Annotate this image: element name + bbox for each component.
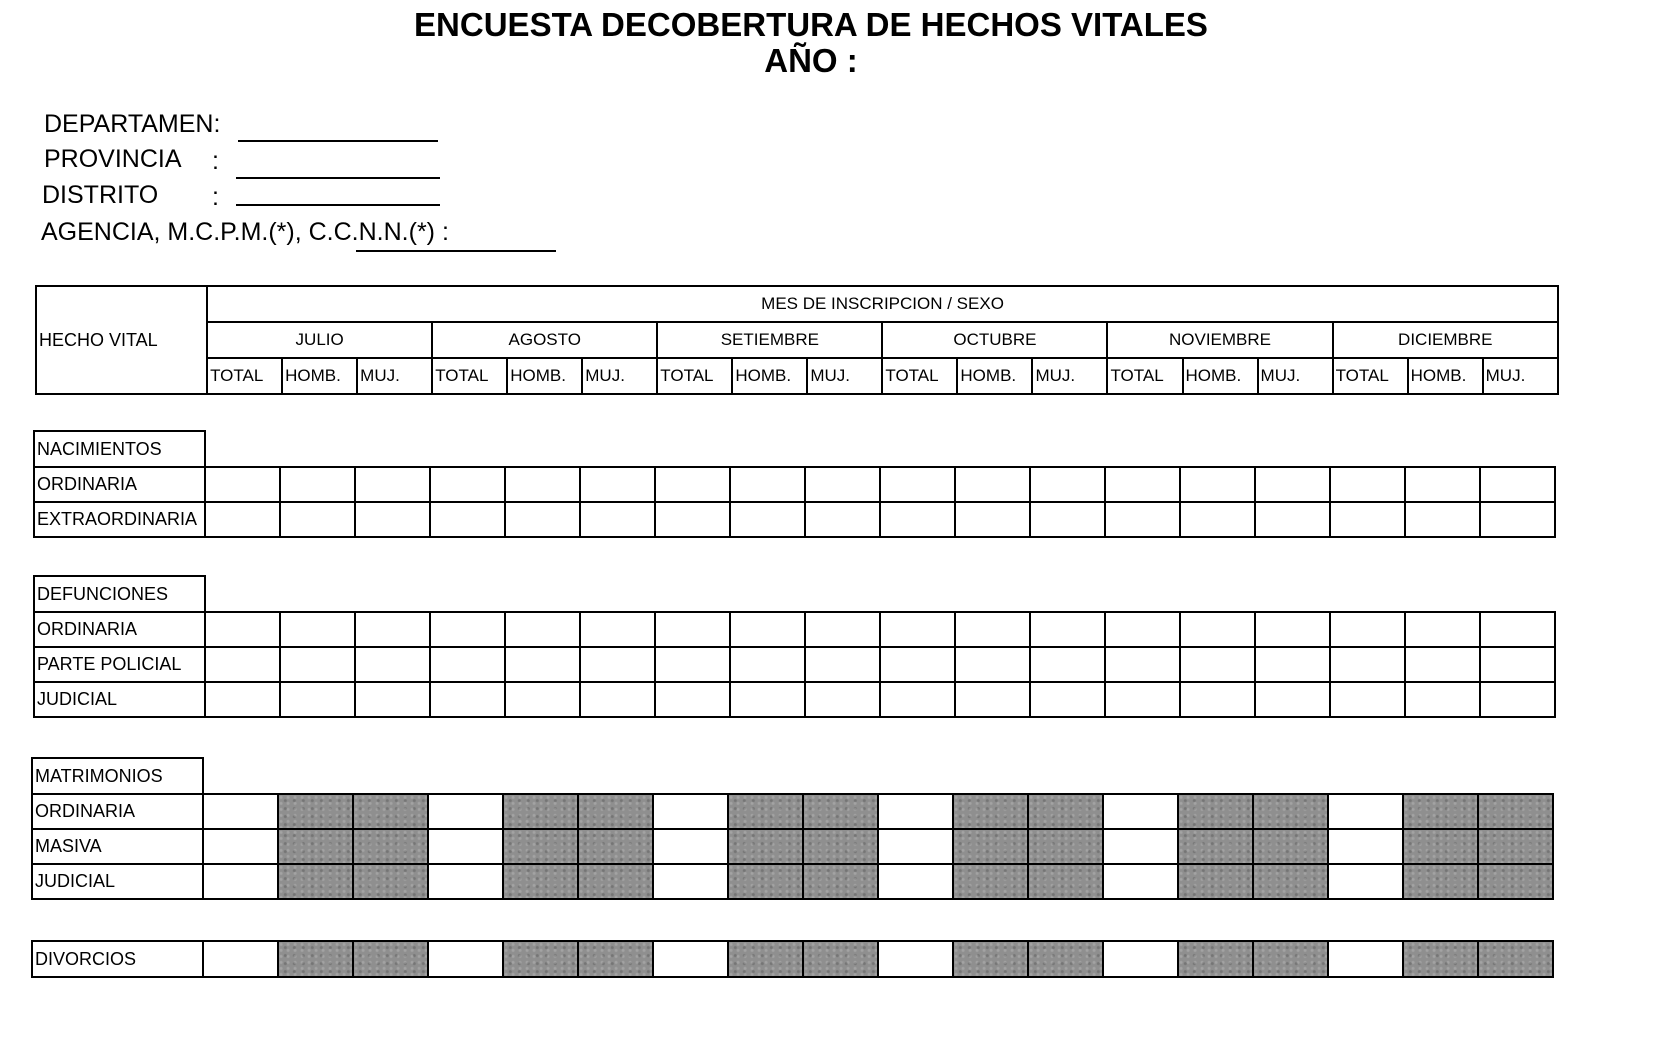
entry-cell[interactable]: [1405, 647, 1480, 682]
row-label: JUDICIAL: [32, 864, 203, 899]
subheader-muj: MUJ.: [1258, 358, 1333, 394]
entry-cell[interactable]: [1180, 467, 1255, 502]
entry-cell[interactable]: [355, 612, 430, 647]
section-table-nacimientos: [33, 430, 1556, 538]
provincia-row: [44, 145, 182, 174]
subheader-total: TOTAL: [1333, 358, 1408, 394]
shaded-cell: [1478, 864, 1553, 899]
entry-cell[interactable]: [1480, 502, 1555, 537]
entry-cell[interactable]: [505, 467, 580, 502]
shaded-cell: [353, 864, 428, 899]
entry-cell[interactable]: [1103, 829, 1178, 864]
entry-cell[interactable]: [205, 467, 280, 502]
entry-cell[interactable]: [1180, 647, 1255, 682]
shaded-cell: [1253, 941, 1328, 977]
entry-cell[interactable]: [1480, 682, 1555, 717]
entry-cell[interactable]: [1330, 467, 1405, 502]
entry-cell[interactable]: [805, 502, 880, 537]
subheader-homb: HOMB.: [732, 358, 807, 394]
shaded-cell: [953, 794, 1028, 829]
entry-cell[interactable]: [653, 794, 728, 829]
distrito-label: DISTRITO: [42, 181, 159, 209]
shaded-cell: [1178, 829, 1253, 864]
entry-cell[interactable]: [655, 502, 730, 537]
distrito-colon: :: [212, 183, 219, 211]
entry-cell[interactable]: [655, 682, 730, 717]
entry-cell[interactable]: [653, 864, 728, 899]
entry-cell[interactable]: [655, 467, 730, 502]
shaded-cell: [803, 864, 878, 899]
entry-cell[interactable]: [280, 647, 355, 682]
entry-cell[interactable]: [1103, 794, 1178, 829]
spacer: [205, 576, 1555, 612]
subheader-muj: MUJ.: [807, 358, 882, 394]
entry-cell[interactable]: [1105, 612, 1180, 647]
entry-cell[interactable]: [428, 941, 503, 977]
entry-cell[interactable]: [1180, 612, 1255, 647]
entry-cell[interactable]: [1330, 612, 1405, 647]
shaded-cell: [1028, 829, 1103, 864]
shaded-cell: [1478, 794, 1553, 829]
shaded-cell: [503, 864, 578, 899]
entry-cell[interactable]: [730, 612, 805, 647]
subheader-total: TOTAL: [207, 358, 282, 394]
shaded-cell: [953, 941, 1028, 977]
entry-cell[interactable]: [505, 612, 580, 647]
entry-cell[interactable]: [430, 467, 505, 502]
shaded-cell: [1178, 864, 1253, 899]
entry-cell[interactable]: [1480, 467, 1555, 502]
departamento-label: DEPARTAMEN:: [44, 110, 221, 138]
departamento-row: [44, 110, 220, 139]
subheader-homb: HOMB.: [1183, 358, 1258, 394]
entry-cell[interactable]: [880, 467, 955, 502]
entry-cell[interactable]: [1255, 502, 1330, 537]
entry-cell[interactable]: [878, 829, 953, 864]
shaded-cell: [728, 829, 803, 864]
entry-cell[interactable]: [1103, 941, 1178, 977]
subheader-muj: MUJ.: [582, 358, 657, 394]
entry-cell[interactable]: [1405, 682, 1480, 717]
shaded-cell: [353, 941, 428, 977]
subheader-total: TOTAL: [882, 358, 957, 394]
subheader-muj: MUJ.: [1483, 358, 1558, 394]
entry-cell[interactable]: [1255, 467, 1330, 502]
subheader-muj: MUJ.: [357, 358, 432, 394]
entry-cell[interactable]: [955, 647, 1030, 682]
section-title: MATRIMONIOS: [32, 758, 203, 794]
row-label: EXTRAORDINARIA: [34, 502, 205, 537]
entry-cell[interactable]: [203, 864, 278, 899]
shaded-cell: [1403, 794, 1478, 829]
agencia-label: AGENCIA, M.C.P.M.(*), C.C.N.N.(*) :: [41, 218, 449, 246]
entry-cell[interactable]: [1030, 467, 1105, 502]
shaded-cell: [1403, 829, 1478, 864]
entry-cell[interactable]: [355, 502, 430, 537]
entry-cell[interactable]: [1480, 647, 1555, 682]
entry-cell[interactable]: [1405, 612, 1480, 647]
entry-cell[interactable]: [1030, 682, 1105, 717]
entry-cell[interactable]: [805, 612, 880, 647]
entry-cell[interactable]: [505, 647, 580, 682]
row-label: DIVORCIOS: [32, 941, 203, 977]
form-title: ENCUESTA DECOBERTURA DE HECHOS VITALES: [414, 6, 1208, 43]
shaded-cell: [953, 864, 1028, 899]
shaded-cell: [278, 864, 353, 899]
provincia-label: PROVINCIA: [44, 145, 182, 173]
shaded-cell: [728, 794, 803, 829]
hecho-vital-header: HECHO VITAL: [36, 286, 207, 394]
subheader-homb: HOMB.: [1408, 358, 1483, 394]
entry-cell[interactable]: [580, 612, 655, 647]
entry-cell[interactable]: [1030, 502, 1105, 537]
month-header-noviembre: NOVIEMBRE: [1107, 322, 1332, 358]
shaded-cell: [503, 829, 578, 864]
entry-cell[interactable]: [280, 612, 355, 647]
entry-cell[interactable]: [1480, 612, 1555, 647]
entry-cell[interactable]: [1328, 829, 1403, 864]
shaded-cell: [1403, 864, 1478, 899]
shaded-cell: [1178, 794, 1253, 829]
shaded-cell: [278, 794, 353, 829]
entry-cell[interactable]: [1328, 864, 1403, 899]
month-header-julio: JULIO: [207, 322, 432, 358]
provincia-colon: :: [212, 147, 219, 175]
entry-cell[interactable]: [1328, 794, 1403, 829]
shaded-cell: [503, 794, 578, 829]
entry-cell[interactable]: [730, 682, 805, 717]
distrito-input[interactable]: [236, 202, 440, 206]
year-label: AÑO :: [764, 42, 858, 79]
shaded-cell: [278, 829, 353, 864]
subheader-homb: HOMB.: [282, 358, 357, 394]
shaded-cell: [803, 941, 878, 977]
entry-cell[interactable]: [430, 612, 505, 647]
month-header-agosto: AGOSTO: [432, 322, 657, 358]
entry-cell[interactable]: [203, 941, 278, 977]
header-table: [35, 285, 1559, 395]
entry-cell[interactable]: [428, 794, 503, 829]
month-header-octubre: OCTUBRE: [882, 322, 1107, 358]
shaded-cell: [1028, 941, 1103, 977]
entry-cell[interactable]: [1405, 467, 1480, 502]
shaded-cell: [353, 794, 428, 829]
entry-cell[interactable]: [205, 502, 280, 537]
shaded-cell: [1403, 941, 1478, 977]
row-label: ORDINARIA: [34, 612, 205, 647]
shaded-cell: [503, 941, 578, 977]
entry-cell[interactable]: [730, 647, 805, 682]
entry-cell[interactable]: [730, 467, 805, 502]
entry-cell[interactable]: [1030, 612, 1105, 647]
entry-cell[interactable]: [1180, 682, 1255, 717]
section-title: NACIMIENTOS: [34, 431, 205, 467]
entry-cell[interactable]: [655, 612, 730, 647]
entry-cell[interactable]: [580, 502, 655, 537]
entry-cell[interactable]: [655, 647, 730, 682]
entry-cell[interactable]: [1105, 467, 1180, 502]
shaded-cell: [1478, 829, 1553, 864]
section-table-matrimonios: [31, 757, 1554, 900]
subheader-total: TOTAL: [1107, 358, 1182, 394]
entry-cell[interactable]: [805, 647, 880, 682]
entry-cell[interactable]: [1030, 647, 1105, 682]
spacer: [203, 758, 1553, 794]
entry-cell[interactable]: [203, 794, 278, 829]
shaded-cell: [803, 794, 878, 829]
departamento-input[interactable]: [238, 138, 438, 142]
entry-cell[interactable]: [1328, 941, 1403, 977]
entry-cell[interactable]: [1255, 612, 1330, 647]
subheader-total: TOTAL: [657, 358, 732, 394]
shaded-cell: [1253, 794, 1328, 829]
entry-cell[interactable]: [1105, 647, 1180, 682]
subheader-total: TOTAL: [432, 358, 507, 394]
entry-cell[interactable]: [1255, 682, 1330, 717]
shaded-cell: [728, 864, 803, 899]
subheader-homb: HOMB.: [957, 358, 1032, 394]
entry-cell[interactable]: [1330, 647, 1405, 682]
entry-cell[interactable]: [878, 941, 953, 977]
entry-cell[interactable]: [880, 682, 955, 717]
entry-cell[interactable]: [430, 502, 505, 537]
entry-cell[interactable]: [1103, 864, 1178, 899]
entry-cell[interactable]: [955, 502, 1030, 537]
shaded-cell: [353, 829, 428, 864]
shaded-cell: [1478, 941, 1553, 977]
agencia-row: [41, 218, 449, 247]
distrito-row: [42, 181, 158, 210]
shaded-cell: [1178, 941, 1253, 977]
entry-cell[interactable]: [205, 682, 280, 717]
entry-cell[interactable]: [1255, 647, 1330, 682]
row-label: PARTE POLICIAL: [34, 647, 205, 682]
shaded-cell: [578, 829, 653, 864]
shaded-cell: [278, 941, 353, 977]
entry-cell[interactable]: [805, 682, 880, 717]
entry-cell[interactable]: [1330, 502, 1405, 537]
section-table-divorcios: [31, 940, 1554, 978]
shaded-cell: [1028, 864, 1103, 899]
entry-cell[interactable]: [505, 682, 580, 717]
entry-cell[interactable]: [580, 682, 655, 717]
entry-cell[interactable]: [1105, 502, 1180, 537]
subheader-homb: HOMB.: [507, 358, 582, 394]
shaded-cell: [953, 829, 1028, 864]
entry-cell[interactable]: [428, 829, 503, 864]
month-header-diciembre: DICIEMBRE: [1333, 322, 1558, 358]
entry-cell[interactable]: [355, 647, 430, 682]
entry-cell[interactable]: [878, 794, 953, 829]
entry-cell[interactable]: [355, 467, 430, 502]
mes-sexo-header: MES DE INSCRIPCION / SEXO: [207, 286, 1558, 322]
entry-cell[interactable]: [653, 941, 728, 977]
row-label: MASIVA: [32, 829, 203, 864]
entry-cell[interactable]: [430, 682, 505, 717]
entry-cell[interactable]: [955, 612, 1030, 647]
entry-cell[interactable]: [730, 502, 805, 537]
section-title: DEFUNCIONES: [34, 576, 205, 612]
entry-cell[interactable]: [355, 682, 430, 717]
entry-cell[interactable]: [805, 467, 880, 502]
entry-cell[interactable]: [205, 647, 280, 682]
entry-cell[interactable]: [203, 829, 278, 864]
entry-cell[interactable]: [580, 467, 655, 502]
agencia-input[interactable]: [356, 248, 556, 252]
entry-cell[interactable]: [280, 467, 355, 502]
shaded-cell: [1253, 864, 1328, 899]
section-table-defunciones: [33, 575, 1556, 718]
shaded-cell: [578, 864, 653, 899]
entry-cell[interactable]: [955, 682, 1030, 717]
provincia-input[interactable]: [236, 175, 440, 179]
entry-cell[interactable]: [428, 864, 503, 899]
shaded-cell: [578, 941, 653, 977]
entry-cell[interactable]: [955, 467, 1030, 502]
shaded-cell: [1253, 829, 1328, 864]
shaded-cell: [803, 829, 878, 864]
entry-cell[interactable]: [505, 502, 580, 537]
entry-cell[interactable]: [280, 682, 355, 717]
subheader-muj: MUJ.: [1032, 358, 1107, 394]
row-label: ORDINARIA: [32, 794, 203, 829]
entry-cell[interactable]: [1405, 502, 1480, 537]
entry-cell[interactable]: [880, 647, 955, 682]
row-label: ORDINARIA: [34, 467, 205, 502]
entry-cell[interactable]: [880, 502, 955, 537]
shaded-cell: [728, 941, 803, 977]
shaded-cell: [578, 794, 653, 829]
row-label: JUDICIAL: [34, 682, 205, 717]
spacer: [205, 431, 1555, 467]
entry-cell[interactable]: [878, 864, 953, 899]
entry-cell[interactable]: [880, 612, 955, 647]
entry-cell[interactable]: [280, 502, 355, 537]
entry-cell[interactable]: [1180, 502, 1255, 537]
entry-cell[interactable]: [580, 647, 655, 682]
entry-cell[interactable]: [430, 647, 505, 682]
entry-cell[interactable]: [205, 612, 280, 647]
entry-cell[interactable]: [1330, 682, 1405, 717]
month-header-setiembre: SETIEMBRE: [657, 322, 882, 358]
entry-cell[interactable]: [1105, 682, 1180, 717]
shaded-cell: [1028, 794, 1103, 829]
entry-cell[interactable]: [653, 829, 728, 864]
